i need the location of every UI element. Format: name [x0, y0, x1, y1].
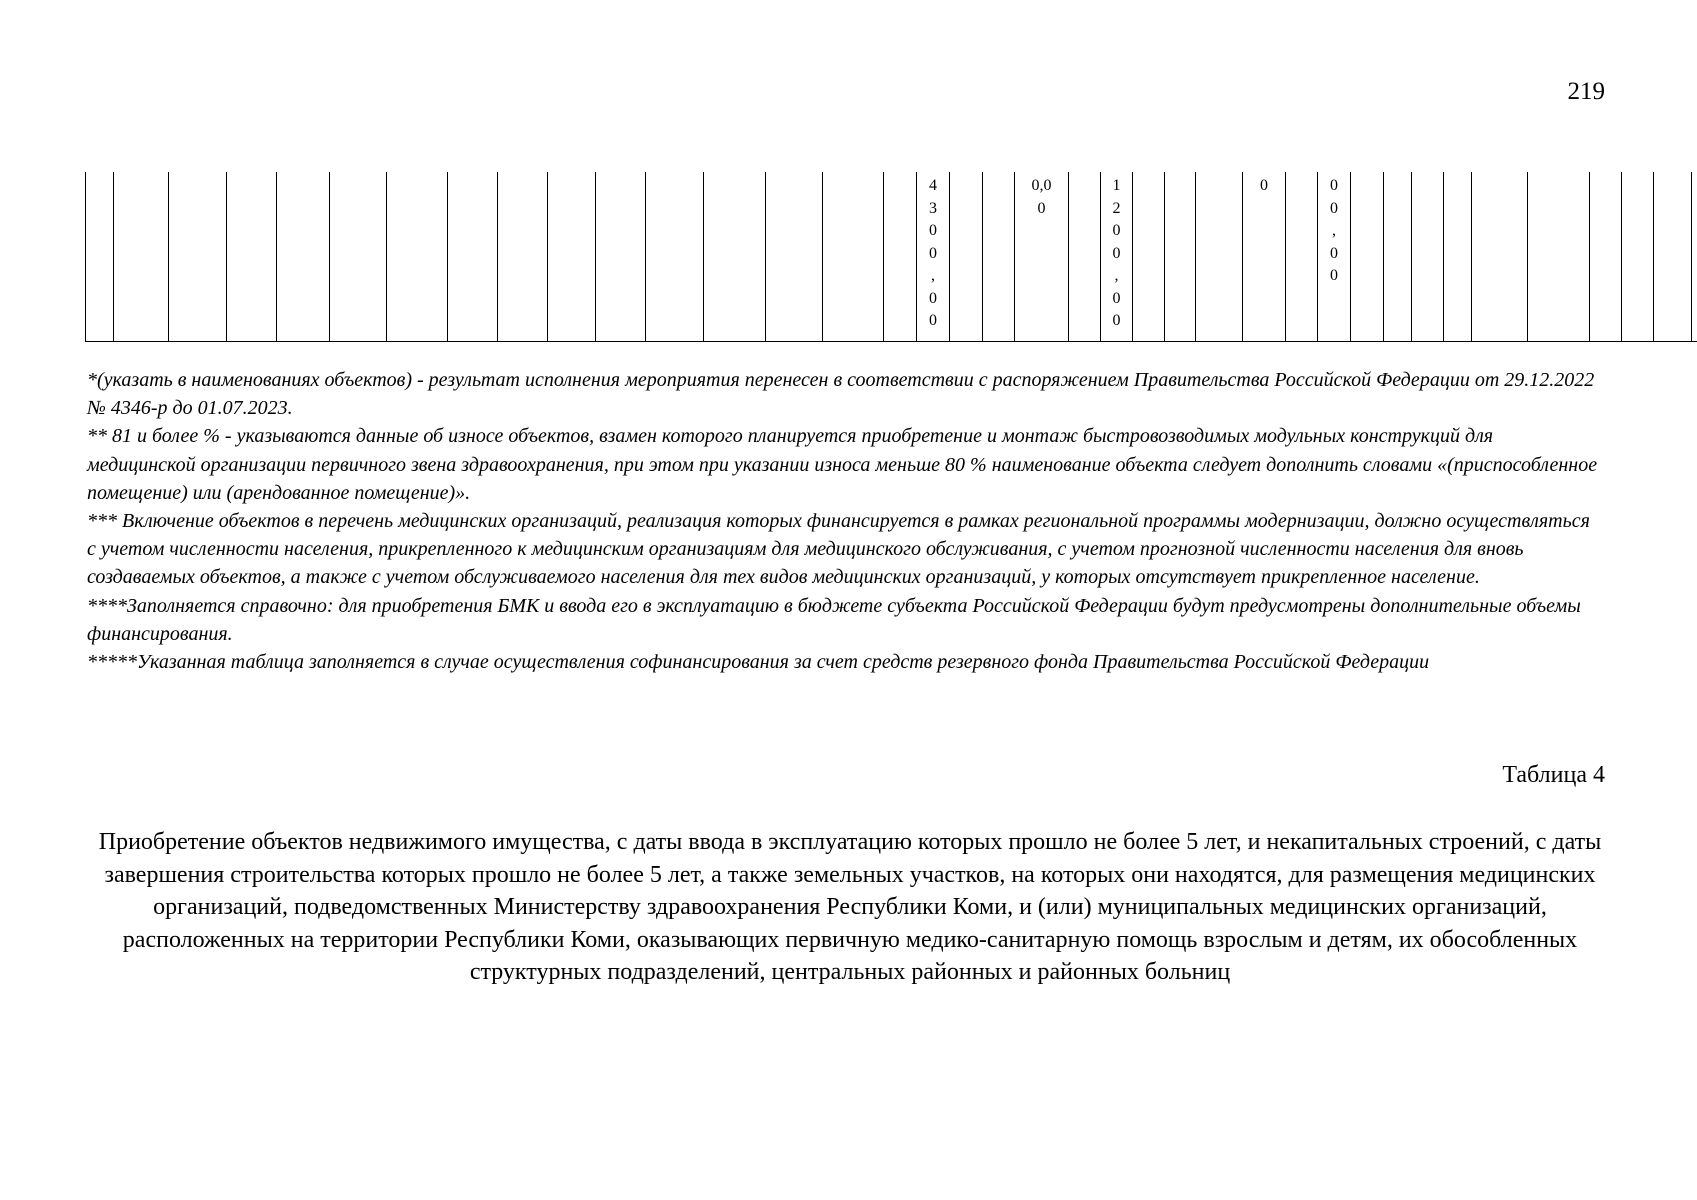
- table-cell: [983, 172, 1015, 342]
- footnotes: [87, 366, 1602, 676]
- table-caption: Таблица 4: [1502, 762, 1605, 788]
- footnote-1: *(указать в наименованиях объектов) - результат исполнения мероприятия перенесен в соответствии с распоряжением Правительства Российской Федерации от 29.12.2022 № 4346-р до 01.07.2023.: [87, 369, 1595, 420]
- table-cell: [330, 172, 387, 342]
- table-cell: [1654, 172, 1692, 342]
- cell-value: 0: [1260, 177, 1268, 194]
- table-cell: [1384, 172, 1412, 342]
- table-cell: [277, 172, 330, 342]
- table-cell: [704, 172, 766, 342]
- table-cell: [1528, 172, 1590, 342]
- table-cell: [766, 172, 823, 342]
- table-cell: [114, 172, 169, 342]
- table-cell: [950, 172, 983, 342]
- cell-value: 0,0 0: [1031, 177, 1052, 217]
- table-cell: [1165, 172, 1196, 342]
- section-title: Приобретение объектов недвижимого имущества, с даты ввода в эксплуатацию которых прошло не более 5 лет, и некапитальных строений, с даты завершения строительства которых прошло не более 5 лет, а также земельных участков, на которых они находятся, для размещения медицинских организаций, подведомственных Министерству здравоохранения Республики Коми, и (или) муниципальных медицинских организаций, расположенных на территории Республики Коми, оказывающих первичную медико-санитарную помощь взрослым и детям, их обособленных структурных подразделений, центральных районных и районных больниц: [98, 829, 1602, 986]
- table-cell: [387, 172, 448, 342]
- footnote-4: ****Заполняется справочно: для приобретения БМК и ввода его в эксплуатацию в бюджете субъекта Российской Федерации будут предусмотрены дополнительные объемы финансирования.: [87, 594, 1581, 645]
- table-cell: [1196, 172, 1243, 342]
- table-cell: [1472, 172, 1528, 342]
- table-cell: [1069, 172, 1101, 342]
- table-cell: [884, 172, 917, 342]
- table-cell: [596, 172, 646, 342]
- footnote-2: ** 81 и более % - указываются данные об износе объектов, взамен которого планируется приобретение и монтаж быстровозводимых модульных конструкций для медицинской организации первичного звена здравоохранения, при этом при указании износа меньше 80 % наименование объекта следует дополнить словами «(приспособленное помещение) или (арендованное помещение)».: [87, 425, 1598, 504]
- table-cell: [1590, 172, 1622, 342]
- table-cell: [1444, 172, 1472, 342]
- table-cell: [1015, 172, 1069, 342]
- table-cell: [1286, 172, 1318, 342]
- table-row: [86, 172, 1697, 342]
- table-cell: [823, 172, 884, 342]
- table-cell: [1351, 172, 1384, 342]
- cell-value: 0 0 , 0 0: [1330, 177, 1338, 284]
- table-cell: [1318, 172, 1351, 342]
- table-cell: [646, 172, 704, 342]
- footnote-3: *** Включение объектов в перечень медицинских организаций, реализация которых финансируется в рамках региональной программы модернизации, должно осуществляться с учетом численности населения, прикрепленного к медицинским организациям для медицинского обслуживания, с учетом прогнозной численности населения для вновь создаваемых объектов, а также с учетом обслуживаемого населения для тех видов медицинских организаций, у которых отсутствует прикрепленное население.: [87, 510, 1590, 589]
- page-number: 219: [1567, 78, 1605, 105]
- table-cell: [227, 172, 277, 342]
- table-cell: [917, 172, 950, 342]
- table-cell: [548, 172, 596, 342]
- table-cell: [1101, 172, 1133, 342]
- table-fragment: [85, 172, 1697, 342]
- table-cell: [1412, 172, 1444, 342]
- table-cell: [169, 172, 227, 342]
- cell-value: 1 2 0 0 , 0 0: [1112, 177, 1121, 329]
- table-cell: [1692, 172, 1697, 342]
- table-cell: [498, 172, 548, 342]
- table-cell: [1133, 172, 1165, 342]
- cell-value: 4 3 0 0 , 0 0: [929, 177, 937, 329]
- table-cell: [86, 172, 114, 342]
- table-cell: [1622, 172, 1654, 342]
- footnote-5: *****Указанная таблица заполняется в случае осуществления софинансирования за счет средств резервного фонда Правительства Российской Федерации: [87, 651, 1430, 674]
- table-cell: [1243, 172, 1286, 342]
- table-cell: [448, 172, 498, 342]
